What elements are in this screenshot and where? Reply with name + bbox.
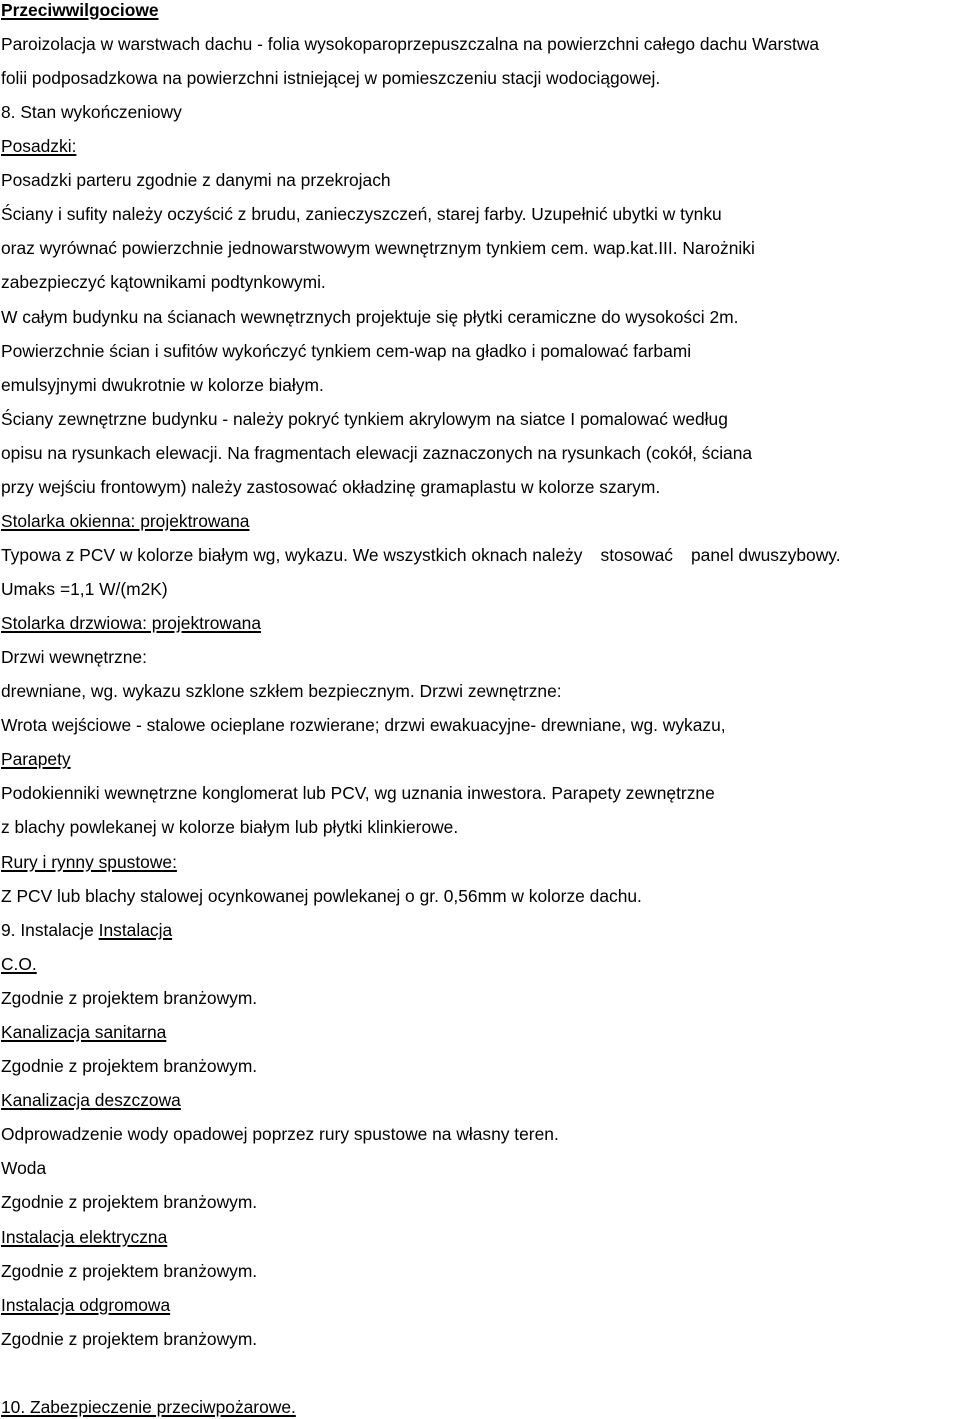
paragraph-line: Z PCV lub blachy stalowej ocynkowanej powlekanej o gr. 0,56mm w kolorze dachu. <box>1 886 642 906</box>
paragraph-line: Ściany i sufity należy oczyścić z brudu, zanieczyszczeń, starej farby. Uzupełnić ubytki w tynku <box>1 204 722 224</box>
paragraph-line: Zgodnie z projektem branżowym. <box>1 1056 258 1076</box>
paragraph-line: Zgodnie z projektem branżowym. <box>1 1261 258 1281</box>
paragraph-line: W całym budynku na ścianach wewnętrznych projektuje się płytki ceramiczne do wysokości 2m. <box>1 307 739 327</box>
paragraph-line: folii podposadzkowa na powierzchni istniejącej w pomieszczeniu stacji wodociągowej. <box>1 68 661 88</box>
text-fragment: Typowa z PCV w kolorze białym wg, wykazu. We wszystkich oknach należy <box>1 545 583 565</box>
paragraph-line: oraz wyrównać powierzchnie jednowarstwowym wewnętrznym tynkiem cem. wap.kat.III. Narożniki <box>1 238 755 258</box>
paragraph-line: Zgodnie z projektem branżowym. <box>1 1192 258 1212</box>
paragraph-line: przy wejściu frontowym) należy zastosować okładzinę gramaplastu w kolorze szarym. <box>1 477 661 497</box>
paragraph-line: Zgodnie z projektem branżowym. <box>1 1329 258 1349</box>
paragraph-line: Posadzki parteru zgodnie z danymi na przekrojach <box>1 170 391 190</box>
heading-stolarka-drzwiowa: Stolarka drzwiowa: projektrowana <box>1 613 262 633</box>
section-9-prefix: 9. Instalacje <box>1 920 94 940</box>
heading-kanalizacja-sanitarna: Kanalizacja sanitarna <box>1 1022 167 1042</box>
heading-posadzki: Posadzki: <box>1 136 77 156</box>
paragraph-line: Ściany zewnętrzne budynku - należy pokryć tynkiem akrylowym na siatce I pomalować według <box>1 409 728 429</box>
paragraph-line: Umaks =1,1 W/(m2K) <box>1 579 168 599</box>
section-9-title <box>1 920 172 940</box>
paragraph-line: Odprowadzenie wody opadowej poprzez rury spustowe na własny teren. <box>1 1124 559 1144</box>
section-10-title: 10. Zabezpieczenie przeciwpożarowe. <box>1 1397 296 1417</box>
text-fragment: stosować <box>600 545 674 565</box>
heading-woda: Woda <box>1 1158 47 1178</box>
heading-kanalizacja-deszczowa: Kanalizacja deszczowa <box>1 1090 181 1110</box>
paragraph-line: opisu na rysunkach elewacji. Na fragmentach elewacji zaznaczonych na rysunkach (cokół, ściana <box>1 443 753 463</box>
paragraph-line: zabezpieczyć kątownikami podtynkowymi. <box>1 272 326 292</box>
paragraph-line: emulsyjnymi dwukrotnie w kolorze białym. <box>1 375 324 395</box>
paragraph-line: Drzwi wewnętrzne: <box>1 647 147 667</box>
heading-instalacja-elektryczna: Instalacja elektryczna <box>1 1227 168 1247</box>
paragraph-line: drewniane, wg. wykazu szklone szkłem bezpiecznym. Drzwi zewnętrzne: <box>1 681 562 701</box>
heading-stolarka-okienna: Stolarka okienna: projektrowana <box>1 511 250 531</box>
heading-instalacja-odgromowa: Instalacja odgromowa <box>1 1295 171 1315</box>
heading-rury-rynny: Rury i rynny spustowe: <box>1 852 177 872</box>
paragraph-line: Wrota wejściowe - stalowe ocieplane rozwierane; drzwi ewakuacyjne- drewniane, wg. wykazu, <box>1 715 726 735</box>
heading-parapety: Parapety <box>1 749 71 769</box>
heading-co: C.O. <box>1 954 37 974</box>
text-fragment: panel dwuszybowy. <box>691 545 841 565</box>
paragraph-line <box>1 545 841 565</box>
heading-przeciwwilgociowe: Przeciwwilgociowe <box>1 0 159 20</box>
section-9-underlined: Instalacja <box>98 920 173 940</box>
paragraph-line: z blachy powlekanej w kolorze białym lub płytki klinkierowe. <box>1 817 459 837</box>
paragraph-line: Zgodnie z projektem branżowym. <box>1 988 258 1008</box>
section-8-title: 8. Stan wykończeniowy <box>1 102 182 122</box>
paragraph-line: Podokienniki wewnętrzne konglomerat lub PCV, wg uznania inwestora. Parapety zewnętrzne <box>1 783 715 803</box>
paragraph-line: Powierzchnie ścian i sufitów wykończyć tynkiem cem-wap na gładko i pomalować farbami <box>1 341 692 361</box>
paragraph-line: Paroizolacja w warstwach dachu - folia wysokoparoprzepuszczalna na powierzchni całego dachu Warstwa <box>1 34 820 54</box>
